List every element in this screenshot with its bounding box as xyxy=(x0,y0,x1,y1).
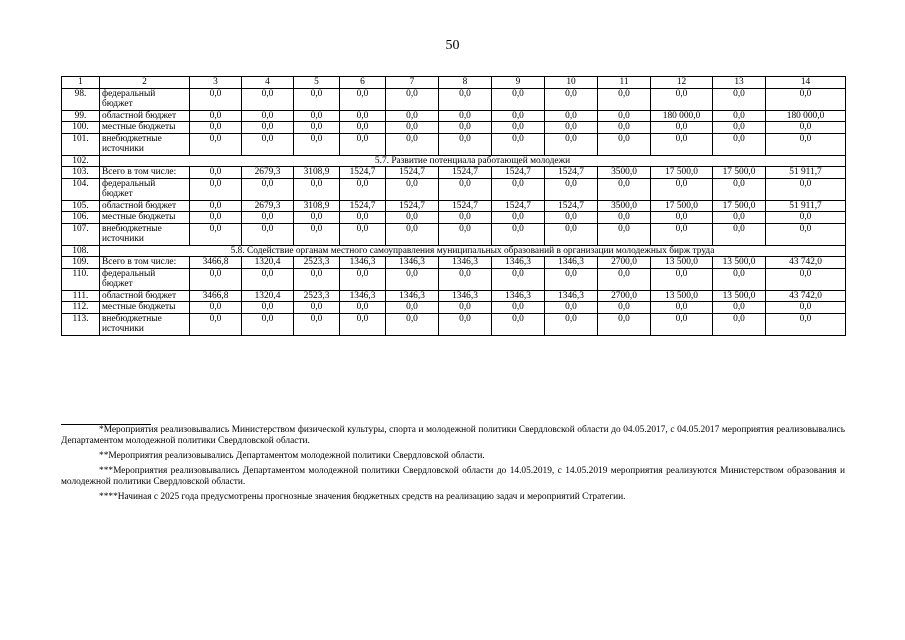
value-cell: 1524,7 xyxy=(439,200,492,212)
value-cell: 0,0 xyxy=(386,110,439,122)
value-cell: 13 500,0 xyxy=(713,257,766,269)
row-number-cell: 107. xyxy=(62,223,100,245)
column-header: 5 xyxy=(294,77,340,89)
value-cell: 1346,3 xyxy=(386,290,439,302)
source-label-cell: внебюджетные источники xyxy=(100,313,190,335)
value-cell: 0,0 xyxy=(713,268,766,290)
value-cell: 1320,4 xyxy=(242,290,294,302)
row-number-cell: 100. xyxy=(62,122,100,134)
column-header: 14 xyxy=(766,77,846,89)
value-cell: 0,0 xyxy=(386,178,439,200)
footnotes xyxy=(61,425,845,507)
value-cell: 17 500,0 xyxy=(713,200,766,212)
value-cell: 1524,7 xyxy=(492,167,545,179)
value-cell: 1524,7 xyxy=(386,167,439,179)
value-cell: 0,0 xyxy=(340,88,386,110)
source-label-cell: местные бюджеты xyxy=(100,122,190,134)
column-header: 6 xyxy=(340,77,386,89)
value-cell: 0,0 xyxy=(545,88,598,110)
table-row xyxy=(62,257,846,269)
table-row xyxy=(62,313,846,335)
value-cell: 1346,3 xyxy=(545,290,598,302)
value-cell: 0,0 xyxy=(713,223,766,245)
column-header: 9 xyxy=(492,77,545,89)
value-cell: 51 911,7 xyxy=(766,200,846,212)
value-cell: 0,0 xyxy=(190,268,242,290)
value-cell: 0,0 xyxy=(190,167,242,179)
value-cell: 0,0 xyxy=(294,122,340,134)
value-cell: 0,0 xyxy=(713,313,766,335)
value-cell: 0,0 xyxy=(439,88,492,110)
value-cell: 0,0 xyxy=(386,122,439,134)
value-cell: 0,0 xyxy=(545,223,598,245)
table-row xyxy=(62,223,846,245)
value-cell: 0,0 xyxy=(598,110,651,122)
value-cell: 0,0 xyxy=(294,313,340,335)
source-label-cell: областной бюджет xyxy=(100,110,190,122)
value-cell: 1346,3 xyxy=(492,290,545,302)
value-cell: 0,0 xyxy=(340,178,386,200)
value-cell: 0,0 xyxy=(439,178,492,200)
table-row xyxy=(62,178,846,200)
value-cell: 0,0 xyxy=(294,110,340,122)
table-row xyxy=(62,212,846,224)
row-number-cell: 109. xyxy=(62,257,100,269)
row-number-cell: 98. xyxy=(62,88,100,110)
value-cell: 0,0 xyxy=(492,223,545,245)
value-cell: 43 742,0 xyxy=(766,290,846,302)
value-cell: 0,0 xyxy=(713,178,766,200)
section-title-cell: 5.7. Развитие потенциала работающей молодежи xyxy=(100,155,846,167)
value-cell: 13 500,0 xyxy=(651,290,713,302)
table-row xyxy=(62,133,846,155)
value-cell: 0,0 xyxy=(492,178,545,200)
source-label-cell: местные бюджеты xyxy=(100,302,190,314)
value-cell: 0,0 xyxy=(294,302,340,314)
value-cell: 1524,7 xyxy=(545,167,598,179)
value-cell: 0,0 xyxy=(242,268,294,290)
column-header: 11 xyxy=(598,77,651,89)
value-cell: 0,0 xyxy=(242,133,294,155)
value-cell: 17 500,0 xyxy=(651,167,713,179)
value-cell: 0,0 xyxy=(713,110,766,122)
value-cell: 0,0 xyxy=(651,313,713,335)
row-number-cell: 112. xyxy=(62,302,100,314)
value-cell: 43 742,0 xyxy=(766,257,846,269)
value-cell: 0,0 xyxy=(340,212,386,224)
value-cell: 0,0 xyxy=(190,110,242,122)
source-label-cell: местные бюджеты xyxy=(100,212,190,224)
table-body xyxy=(62,77,846,336)
value-cell: 0,0 xyxy=(190,223,242,245)
footnote-4: ****Начиная с 2025 года предусмотрены прогнозные значения бюджетных средств на реализацию задач и мероприятий Стратегии. xyxy=(99,492,626,502)
value-cell: 1346,3 xyxy=(439,257,492,269)
value-cell: 2523,3 xyxy=(294,257,340,269)
value-cell: 0,0 xyxy=(190,200,242,212)
value-cell: 17 500,0 xyxy=(713,167,766,179)
value-cell: 0,0 xyxy=(545,133,598,155)
value-cell: 0,0 xyxy=(242,212,294,224)
value-cell: 0,0 xyxy=(340,268,386,290)
value-cell: 180 000,0 xyxy=(766,110,846,122)
row-number-cell: 102. xyxy=(62,155,100,167)
value-cell: 1346,3 xyxy=(439,290,492,302)
column-header: 13 xyxy=(713,77,766,89)
value-cell: 0,0 xyxy=(545,110,598,122)
table-row xyxy=(62,88,846,110)
value-cell: 0,0 xyxy=(190,133,242,155)
value-cell: 0,0 xyxy=(294,133,340,155)
row-number-cell: 101. xyxy=(62,133,100,155)
value-cell: 0,0 xyxy=(598,122,651,134)
source-label-cell: областной бюджет xyxy=(100,200,190,212)
value-cell: 1346,3 xyxy=(545,257,598,269)
value-cell: 0,0 xyxy=(340,313,386,335)
value-cell: 0,0 xyxy=(492,212,545,224)
value-cell: 0,0 xyxy=(545,268,598,290)
section-title-cell: 5.8. Содействие органам местного самоуправления муниципальных образований в организации молодежных бирж труда xyxy=(100,245,846,257)
value-cell: 0,0 xyxy=(386,268,439,290)
value-cell: 2679,3 xyxy=(242,167,294,179)
value-cell: 0,0 xyxy=(294,223,340,245)
row-number-cell: 108. xyxy=(62,245,100,257)
column-header: 2 xyxy=(100,77,190,89)
value-cell: 3108,9 xyxy=(294,200,340,212)
value-cell: 0,0 xyxy=(439,313,492,335)
value-cell: 1524,7 xyxy=(439,167,492,179)
table-header-row xyxy=(62,77,846,89)
value-cell: 3500,0 xyxy=(598,200,651,212)
value-cell: 0,0 xyxy=(439,302,492,314)
value-cell: 0,0 xyxy=(492,313,545,335)
value-cell: 0,0 xyxy=(492,88,545,110)
value-cell: 0,0 xyxy=(242,88,294,110)
value-cell: 0,0 xyxy=(713,122,766,134)
value-cell: 0,0 xyxy=(651,133,713,155)
row-number-cell: 113. xyxy=(62,313,100,335)
value-cell: 0,0 xyxy=(242,313,294,335)
value-cell: 0,0 xyxy=(340,133,386,155)
value-cell: 0,0 xyxy=(492,122,545,134)
value-cell: 0,0 xyxy=(651,88,713,110)
source-label-cell: федеральный бюджет xyxy=(100,88,190,110)
value-cell: 0,0 xyxy=(439,110,492,122)
value-cell: 0,0 xyxy=(598,212,651,224)
value-cell: 0,0 xyxy=(386,133,439,155)
value-cell: 0,0 xyxy=(651,178,713,200)
value-cell: 0,0 xyxy=(598,313,651,335)
value-cell: 0,0 xyxy=(766,122,846,134)
table-row xyxy=(62,200,846,212)
value-cell: 0,0 xyxy=(492,133,545,155)
value-cell: 0,0 xyxy=(340,223,386,245)
value-cell: 0,0 xyxy=(340,110,386,122)
column-header: 7 xyxy=(386,77,439,89)
value-cell: 3466,8 xyxy=(190,290,242,302)
row-number-cell: 110. xyxy=(62,268,100,290)
value-cell: 0,0 xyxy=(766,133,846,155)
value-cell: 0,0 xyxy=(242,302,294,314)
value-cell: 2700,0 xyxy=(598,257,651,269)
value-cell: 0,0 xyxy=(190,302,242,314)
column-header: 8 xyxy=(439,77,492,89)
value-cell: 0,0 xyxy=(439,223,492,245)
value-cell: 2700,0 xyxy=(598,290,651,302)
value-cell: 0,0 xyxy=(545,212,598,224)
value-cell: 0,0 xyxy=(766,302,846,314)
row-number-cell: 105. xyxy=(62,200,100,212)
source-label-cell: Всего в том числе: xyxy=(100,257,190,269)
value-cell: 0,0 xyxy=(598,88,651,110)
table-row xyxy=(62,122,846,134)
value-cell: 0,0 xyxy=(545,313,598,335)
source-label-cell: внебюджетные источники xyxy=(100,133,190,155)
value-cell: 0,0 xyxy=(294,212,340,224)
value-cell: 0,0 xyxy=(190,88,242,110)
value-cell: 0,0 xyxy=(439,212,492,224)
column-header: 1 xyxy=(62,77,100,89)
column-header: 10 xyxy=(545,77,598,89)
page-number: 50 xyxy=(445,38,460,53)
source-label-cell: внебюджетные источники xyxy=(100,223,190,245)
value-cell: 0,0 xyxy=(386,223,439,245)
value-cell: 0,0 xyxy=(242,178,294,200)
value-cell: 1346,3 xyxy=(386,257,439,269)
value-cell: 2523,3 xyxy=(294,290,340,302)
footnote-1: *Мероприятия реализовывались Министерством физической культуры, спорта и молодежной политики Свердловской области до 04.05.2017, с 04.05.2017 мероприятия реализовывались Департаментом молодежной политики Свердловской области. xyxy=(61,425,845,446)
value-cell: 0,0 xyxy=(386,88,439,110)
value-cell: 1346,3 xyxy=(492,257,545,269)
value-cell: 3466,8 xyxy=(190,257,242,269)
section-heading-row xyxy=(62,245,846,257)
row-number-cell: 106. xyxy=(62,212,100,224)
value-cell: 0,0 xyxy=(190,178,242,200)
value-cell: 0,0 xyxy=(242,223,294,245)
table-row xyxy=(62,167,846,179)
table-row xyxy=(62,110,846,122)
value-cell: 0,0 xyxy=(598,133,651,155)
table-row xyxy=(62,268,846,290)
value-cell: 13 500,0 xyxy=(713,290,766,302)
value-cell: 0,0 xyxy=(492,302,545,314)
source-label-cell: Всего в том числе: xyxy=(100,167,190,179)
footnote-3: ***Мероприятия реализовывались Департаментом молодежной политики Свердловской области до 14.05.2019, с 14.05.2019 мероприятия реализуются Министерством образования и молодежной политики Свердловской области. xyxy=(61,466,845,487)
value-cell: 0,0 xyxy=(545,302,598,314)
value-cell: 1320,4 xyxy=(242,257,294,269)
value-cell: 1524,7 xyxy=(545,200,598,212)
value-cell: 3500,0 xyxy=(598,167,651,179)
column-header: 3 xyxy=(190,77,242,89)
footnote-2: **Мероприятия реализовывались Департаментом молодежной политики Свердловской области. xyxy=(99,451,485,461)
value-cell: 0,0 xyxy=(713,133,766,155)
value-cell: 0,0 xyxy=(386,212,439,224)
value-cell: 0,0 xyxy=(766,268,846,290)
value-cell: 0,0 xyxy=(340,122,386,134)
column-header: 4 xyxy=(242,77,294,89)
value-cell: 0,0 xyxy=(386,313,439,335)
section-heading-row xyxy=(62,155,846,167)
value-cell: 0,0 xyxy=(766,223,846,245)
value-cell: 1524,7 xyxy=(386,200,439,212)
value-cell: 0,0 xyxy=(766,88,846,110)
value-cell: 0,0 xyxy=(545,122,598,134)
value-cell: 1524,7 xyxy=(340,200,386,212)
value-cell: 13 500,0 xyxy=(651,257,713,269)
value-cell: 180 000,0 xyxy=(651,110,713,122)
value-cell: 1524,7 xyxy=(340,167,386,179)
value-cell: 0,0 xyxy=(492,268,545,290)
column-header: 12 xyxy=(651,77,713,89)
value-cell: 0,0 xyxy=(340,302,386,314)
value-cell: 0,0 xyxy=(386,302,439,314)
value-cell: 0,0 xyxy=(492,110,545,122)
value-cell: 0,0 xyxy=(766,212,846,224)
value-cell: 0,0 xyxy=(598,268,651,290)
value-cell: 0,0 xyxy=(294,178,340,200)
value-cell: 0,0 xyxy=(651,268,713,290)
value-cell: 0,0 xyxy=(545,178,598,200)
value-cell: 17 500,0 xyxy=(651,200,713,212)
value-cell: 1346,3 xyxy=(340,290,386,302)
value-cell: 0,0 xyxy=(651,302,713,314)
value-cell: 1346,3 xyxy=(340,257,386,269)
row-number-cell: 99. xyxy=(62,110,100,122)
value-cell: 0,0 xyxy=(294,268,340,290)
value-cell: 0,0 xyxy=(439,268,492,290)
value-cell: 1524,7 xyxy=(492,200,545,212)
value-cell: 0,0 xyxy=(190,212,242,224)
value-cell: 0,0 xyxy=(598,302,651,314)
value-cell: 0,0 xyxy=(766,313,846,335)
source-label-cell: областной бюджет xyxy=(100,290,190,302)
value-cell: 0,0 xyxy=(598,223,651,245)
value-cell: 51 911,7 xyxy=(766,167,846,179)
value-cell: 0,0 xyxy=(651,212,713,224)
value-cell: 0,0 xyxy=(713,212,766,224)
value-cell: 0,0 xyxy=(242,122,294,134)
value-cell: 0,0 xyxy=(190,313,242,335)
table-row xyxy=(62,290,846,302)
value-cell: 0,0 xyxy=(766,178,846,200)
table-row xyxy=(62,302,846,314)
row-number-cell: 104. xyxy=(62,178,100,200)
value-cell: 0,0 xyxy=(651,122,713,134)
value-cell: 0,0 xyxy=(713,302,766,314)
value-cell: 0,0 xyxy=(190,122,242,134)
value-cell: 0,0 xyxy=(439,122,492,134)
value-cell: 0,0 xyxy=(651,223,713,245)
row-number-cell: 103. xyxy=(62,167,100,179)
row-number-cell: 111. xyxy=(62,290,100,302)
value-cell: 0,0 xyxy=(713,88,766,110)
value-cell: 2679,3 xyxy=(242,200,294,212)
value-cell: 0,0 xyxy=(598,178,651,200)
value-cell: 0,0 xyxy=(294,88,340,110)
value-cell: 3108,9 xyxy=(294,167,340,179)
source-label-cell: федеральный бюджет xyxy=(100,268,190,290)
source-label-cell: федеральный бюджет xyxy=(100,178,190,200)
value-cell: 0,0 xyxy=(439,133,492,155)
budget-table xyxy=(61,76,846,336)
value-cell: 0,0 xyxy=(242,110,294,122)
